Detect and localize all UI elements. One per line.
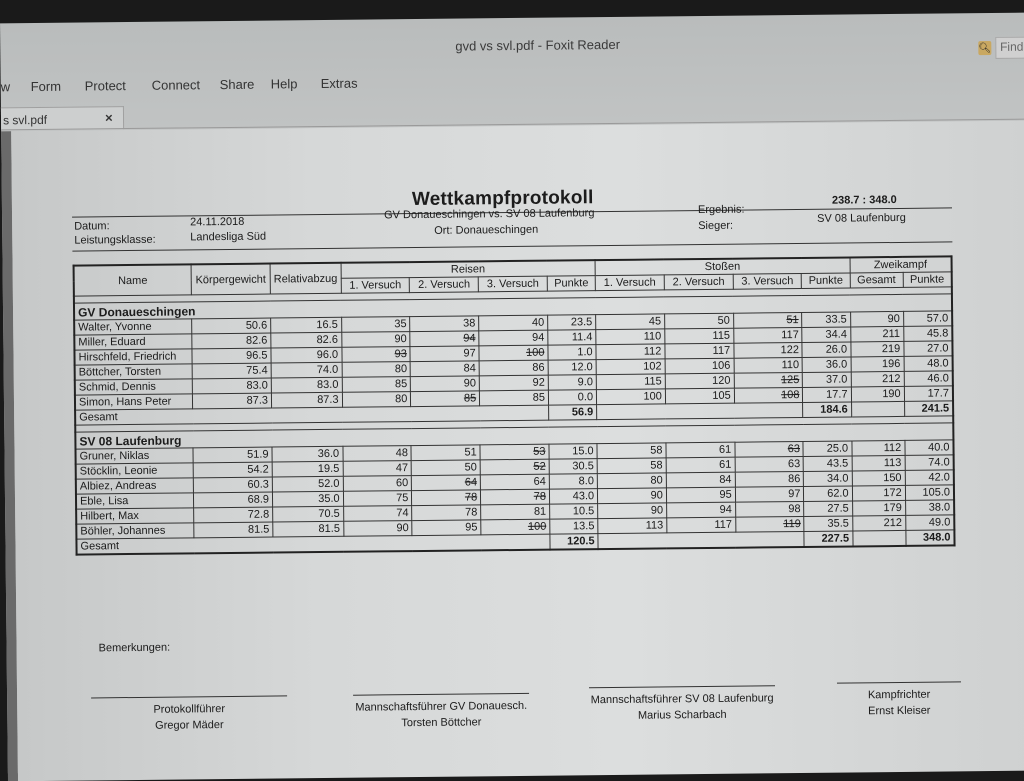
stossen-attempt-3: 117 [733, 327, 802, 343]
reisen-attempt-1: 60 [343, 476, 412, 492]
reisen-attempt-1: 47 [343, 461, 412, 477]
zweikampf-points: 42.0 [905, 470, 954, 486]
zweikampf-points: 46.0 [904, 371, 953, 387]
reisen-points: 8.0 [549, 474, 597, 490]
signature-line [589, 685, 775, 688]
header-body-weight: Körpergewicht [191, 264, 270, 295]
reisen-attempt-2: 85 [411, 391, 480, 407]
stossen-attempt-1: 110 [596, 329, 665, 345]
stossen-attempt-1: 80 [597, 473, 666, 489]
reisen-attempt-1: 90 [343, 521, 412, 537]
pdf-page [11, 121, 1024, 781]
athlete-name: Schmid, Dennis [75, 379, 193, 395]
document [72, 183, 962, 732]
reisen-attempt-3: 40 [479, 315, 548, 331]
reisen-attempt-2: 95 [412, 520, 481, 536]
reisen-points: 1.0 [548, 345, 596, 361]
remarks-label: Bemerkungen: [98, 641, 171, 655]
header-reisen-v3: 3. Versuch [478, 276, 547, 292]
reisen-attempt-1: 75 [343, 491, 412, 507]
athlete-name: Hirschfeld, Friedrich [74, 349, 192, 365]
athlete-name: Miller, Eduard [74, 334, 192, 350]
reisen-attempt-1: 48 [343, 446, 412, 462]
total-label: Gesamt [75, 405, 549, 425]
stossen-total: 184.6 [803, 402, 851, 418]
zweikampf-total: 172 [852, 485, 905, 501]
stossen-attempt-3: 98 [735, 501, 804, 517]
leistungsklasse-label: Leistungsklasse: [74, 233, 156, 247]
zweikampf-grand-total: 348.0 [906, 530, 955, 546]
leistungsklasse-value: Landesliga Süd [190, 230, 267, 244]
document-title: Wettkampfprotokoll [411, 187, 594, 211]
total-label: Gesamt [76, 534, 550, 554]
reisen-attempt-1: 80 [342, 362, 411, 378]
menu-item-form[interactable]: Form [30, 78, 62, 95]
stossen-points: 43.5 [804, 456, 852, 472]
stossen-attempt-2: 84 [666, 472, 735, 488]
stossen-points: 33.5 [802, 312, 850, 328]
header-stossen-v1: 1. Versuch [595, 275, 664, 291]
athlete-name: Böttcher, Torsten [75, 364, 193, 380]
stossen-attempt-3: 97 [735, 486, 804, 502]
body-weight: 72.8 [194, 507, 273, 523]
reisen-attempt-1: 93 [342, 347, 411, 363]
stossen-attempt-3: 63 [735, 456, 804, 472]
athlete-name: Böhler, Johannes [76, 523, 194, 539]
reisen-points: 11.4 [548, 330, 596, 346]
header-zweikampf: Zweikampf [850, 256, 952, 273]
zweikampf-points: 45.8 [903, 326, 952, 342]
header-reisen-v2: 2. Versuch [410, 277, 479, 293]
athlete-name: Hilbert, Max [76, 508, 194, 524]
title-bar [0, 27, 1024, 68]
stossen-attempt-2: 117 [665, 343, 734, 359]
signature-name: Torsten Böttcher [401, 716, 482, 730]
zweikampf-points: 38.0 [905, 500, 954, 516]
stossen-total: 227.5 [804, 531, 852, 547]
reisen-points: 10.5 [550, 504, 598, 520]
winner-value: SV 08 Laufenburg [817, 211, 906, 225]
reisen-points: 12.0 [548, 360, 596, 376]
body-weight: 60.3 [193, 477, 272, 493]
header-reisen-points: Punkte [547, 276, 595, 292]
reisen-attempt-2: 50 [412, 460, 481, 476]
stossen-attempt-2: 50 [664, 313, 733, 329]
reisen-attempt-2: 94 [410, 331, 479, 347]
athlete-name: Gruner, Niklas [75, 448, 193, 464]
relative-deduction: 83.0 [271, 377, 342, 393]
close-icon[interactable]: × [104, 110, 113, 126]
menu-item-protect[interactable]: Protect [84, 78, 126, 94]
result-value: 238.7 : 348.0 [831, 193, 897, 207]
relative-deduction: 81.5 [273, 521, 344, 537]
reisen-attempt-2: 97 [410, 346, 479, 362]
datum-label: Datum: [74, 220, 110, 233]
reisen-points: 0.0 [548, 390, 596, 406]
stossen-attempt-2: 105 [665, 388, 734, 404]
reisen-attempt-3: 78 [481, 489, 550, 505]
zweikampf-points: 74.0 [905, 455, 954, 471]
stossen-attempt-1: 102 [596, 359, 665, 375]
zweikampf-total: 190 [851, 386, 904, 402]
reisen-points: 43.0 [549, 489, 597, 505]
header-total-points: Punkte [903, 272, 952, 288]
reisen-attempt-3: 86 [479, 360, 548, 376]
menu-item-extras[interactable]: Extras [320, 75, 358, 92]
stossen-points: 25.0 [803, 441, 851, 457]
zweikampf-total: 196 [851, 356, 904, 372]
stossen-attempt-2: 106 [665, 358, 734, 374]
zweikampf-points: 17.7 [904, 386, 953, 402]
body-weight: 54.2 [193, 462, 272, 478]
search-icon[interactable]: 🔍︎ [978, 42, 992, 54]
reisen-points: 13.5 [550, 519, 598, 535]
signature-block [837, 681, 961, 719]
stossen-points: 27.5 [804, 501, 852, 517]
reisen-attempt-3: 100 [479, 345, 548, 361]
body-weight: 83.0 [192, 378, 271, 394]
stossen-attempt-3: 51 [733, 312, 802, 328]
signature-role: Mannschaftsführer SV 08 Laufenburg [590, 692, 774, 707]
stossen-attempt-2: 94 [666, 502, 735, 518]
reisen-attempt-1: 80 [342, 392, 411, 408]
stossen-points: 26.0 [802, 342, 850, 358]
signature-line [91, 695, 287, 698]
zweikampf-points: 57.0 [903, 311, 952, 327]
menu-item-share[interactable]: Share [219, 76, 255, 93]
relative-deduction: 19.5 [272, 461, 343, 477]
relative-deduction: 52.0 [272, 476, 343, 492]
athlete-name: Walter, Yvonne [74, 319, 192, 335]
body-weight: 68.9 [193, 492, 272, 508]
signature-name: Marius Scharbach [637, 708, 727, 722]
stossen-points: 36.0 [803, 357, 851, 373]
reisen-attempt-3: 92 [479, 375, 548, 391]
empty-cell [852, 530, 905, 546]
winner-label: Sieger: [698, 219, 734, 233]
relative-deduction: 87.3 [271, 392, 342, 408]
stossen-attempt-3: 122 [734, 342, 803, 358]
athlete-name: Albiez, Andreas [76, 478, 194, 494]
signature-line [837, 681, 961, 683]
reisen-attempt-3: 52 [480, 459, 549, 475]
stossen-attempt-1: 58 [597, 443, 666, 459]
zweikampf-total: 113 [852, 455, 905, 471]
body-weight: 81.5 [194, 522, 273, 538]
reisen-attempt-3: 81 [481, 504, 550, 520]
reisen-attempt-2: 78 [412, 505, 481, 521]
reisen-attempt-2: 64 [412, 475, 481, 491]
screen [0, 13, 1024, 774]
stossen-attempt-3: 86 [735, 471, 804, 487]
reisen-attempt-2: 78 [412, 490, 481, 506]
result-label: Ergebnis: [697, 203, 745, 217]
stossen-attempt-1: 100 [596, 389, 665, 405]
reisen-total: 120.5 [550, 534, 598, 550]
zweikampf-points: 40.0 [905, 440, 954, 456]
reisen-total: 56.9 [549, 405, 597, 421]
venue: Ort: Donaueschingen [434, 223, 539, 237]
match-title: GV Donaueschingen vs. SV 08 Laufenburg [383, 207, 595, 222]
zweikampf-total: 150 [852, 470, 905, 486]
signature-role: Kampfrichter [867, 688, 931, 702]
stossen-points: 35.5 [804, 516, 852, 532]
zweikampf-total: 212 [851, 371, 904, 387]
reisen-attempt-2: 38 [410, 316, 479, 332]
reisen-attempt-3: 64 [480, 474, 549, 490]
stossen-points: 34.0 [804, 471, 852, 487]
find-input[interactable]: Find [995, 37, 1024, 59]
zweikampf-total: 219 [851, 341, 904, 357]
relative-deduction: 36.0 [272, 446, 343, 462]
stossen-attempt-2: 115 [665, 328, 734, 344]
zweikampf-total: 211 [850, 326, 903, 342]
body-weight: 51.9 [193, 447, 272, 463]
signature-name: Gregor Mäder [155, 719, 224, 732]
reisen-attempt-3: 53 [480, 444, 549, 460]
header-stossen: Stoßen [595, 257, 850, 275]
stossen-points: 37.0 [803, 372, 851, 388]
zweikampf-total: 112 [852, 440, 905, 456]
stossen-attempt-2: 120 [665, 373, 734, 389]
team-name: SV 08 Laufenburg [75, 423, 953, 449]
empty-cell [851, 401, 904, 417]
body-weight: 75.4 [192, 363, 271, 379]
body-weight: 96.5 [192, 348, 271, 364]
menu-bar [1, 70, 501, 99]
reisen-attempt-1: 74 [343, 506, 412, 522]
reisen-attempt-1: 35 [341, 317, 410, 333]
reisen-attempt-3: 85 [480, 390, 549, 406]
header-reisen-v1: 1. Versuch [341, 278, 410, 294]
reisen-points: 15.0 [549, 444, 597, 460]
reisen-attempt-3: 100 [481, 519, 550, 535]
stossen-points: 62.0 [804, 486, 852, 502]
stossen-attempt-3: 110 [734, 357, 803, 373]
relative-deduction: 35.0 [272, 491, 343, 507]
relative-deduction: 16.5 [271, 317, 342, 333]
reisen-attempt-1: 90 [341, 332, 410, 348]
stossen-attempt-1: 90 [598, 503, 667, 519]
zweikampf-total: 179 [852, 500, 905, 516]
team-name: GV Donaueschingen [74, 294, 952, 320]
header-total: Gesamt [850, 272, 903, 288]
zweikampf-total: 212 [852, 515, 905, 531]
zweikampf-grand-total: 241.5 [904, 401, 953, 417]
stossen-attempt-2: 61 [666, 457, 735, 473]
find-box[interactable] [978, 37, 1024, 59]
menu-item-help[interactable]: Help [270, 76, 298, 92]
header-name: Name [74, 264, 192, 296]
reisen-attempt-1: 85 [342, 377, 411, 393]
header-reisen: Reisen [341, 260, 596, 278]
stossen-attempt-1: 45 [596, 314, 665, 330]
reisen-points: 9.0 [548, 375, 596, 391]
body-weight: 82.6 [192, 333, 271, 349]
reisen-points: 30.5 [549, 459, 597, 475]
stossen-attempt-1: 90 [598, 488, 667, 504]
reisen-attempt-2: 84 [410, 361, 479, 377]
reisen-attempt-3: 94 [479, 330, 548, 346]
stossen-points: 34.4 [802, 327, 850, 343]
stossen-points: 17.7 [803, 387, 851, 403]
signature-name: Ernst Kleiser [868, 704, 931, 718]
reisen-attempt-2: 90 [411, 376, 480, 392]
stossen-attempt-3: 63 [735, 441, 804, 457]
athlete-name: Simon, Hans Peter [75, 394, 193, 410]
relative-deduction: 74.0 [271, 362, 342, 378]
relative-deduction: 82.6 [271, 332, 342, 348]
signature-line [353, 693, 529, 696]
athlete-name: Stöcklin, Leonie [76, 463, 194, 479]
stossen-attempt-2: 117 [667, 517, 736, 533]
stossen-attempt-2: 61 [666, 442, 735, 458]
stossen-attempt-1: 58 [597, 458, 666, 474]
stossen-attempt-1: 112 [596, 344, 665, 360]
reisen-attempt-2: 51 [411, 445, 480, 461]
datum-value: 24.11.2018 [190, 215, 245, 229]
empty-cell [598, 531, 805, 549]
body-weight: 50.6 [192, 318, 271, 334]
zweikampf-total: 90 [850, 311, 903, 327]
stossen-attempt-1: 115 [596, 374, 665, 390]
window-title: gvd vs svl.pdf - Foxit Reader [455, 36, 621, 54]
tab-label: s svl.pdf [2, 112, 48, 128]
zweikampf-points: 27.0 [904, 341, 953, 357]
signature-role: Mannschaftsführer GV Donauesch. [355, 699, 528, 714]
signature-block [589, 685, 775, 724]
menu-item-view[interactable]: w [0, 79, 11, 95]
header-relative-deduction: Relativabzug [270, 263, 341, 294]
zweikampf-points: 49.0 [905, 515, 954, 531]
tab-document[interactable] [1, 106, 124, 130]
header-stossen-points: Punkte [802, 273, 850, 289]
reisen-points: 23.5 [548, 315, 596, 331]
relative-deduction: 70.5 [273, 506, 344, 522]
menu-item-connect[interactable]: Connect [151, 77, 201, 93]
stossen-attempt-3: 108 [734, 387, 803, 403]
athlete-name: Eble, Lisa [76, 493, 194, 509]
stossen-attempt-2: 95 [666, 487, 735, 503]
header-stossen-v2: 2. Versuch [664, 274, 733, 290]
stossen-attempt-3: 119 [735, 516, 804, 532]
body-weight: 87.3 [192, 393, 271, 409]
zweikampf-points: 105.0 [905, 485, 954, 501]
signature-block [353, 693, 529, 732]
stossen-attempt-1: 113 [598, 518, 667, 534]
header-stossen-v3: 3. Versuch [733, 273, 802, 289]
relative-deduction: 96.0 [271, 347, 342, 363]
stossen-attempt-3: 125 [734, 372, 803, 388]
zweikampf-points: 48.0 [904, 356, 953, 372]
score-table [73, 255, 956, 555]
signature-role: Protokollführer [153, 703, 226, 716]
signature-block [91, 695, 287, 734]
